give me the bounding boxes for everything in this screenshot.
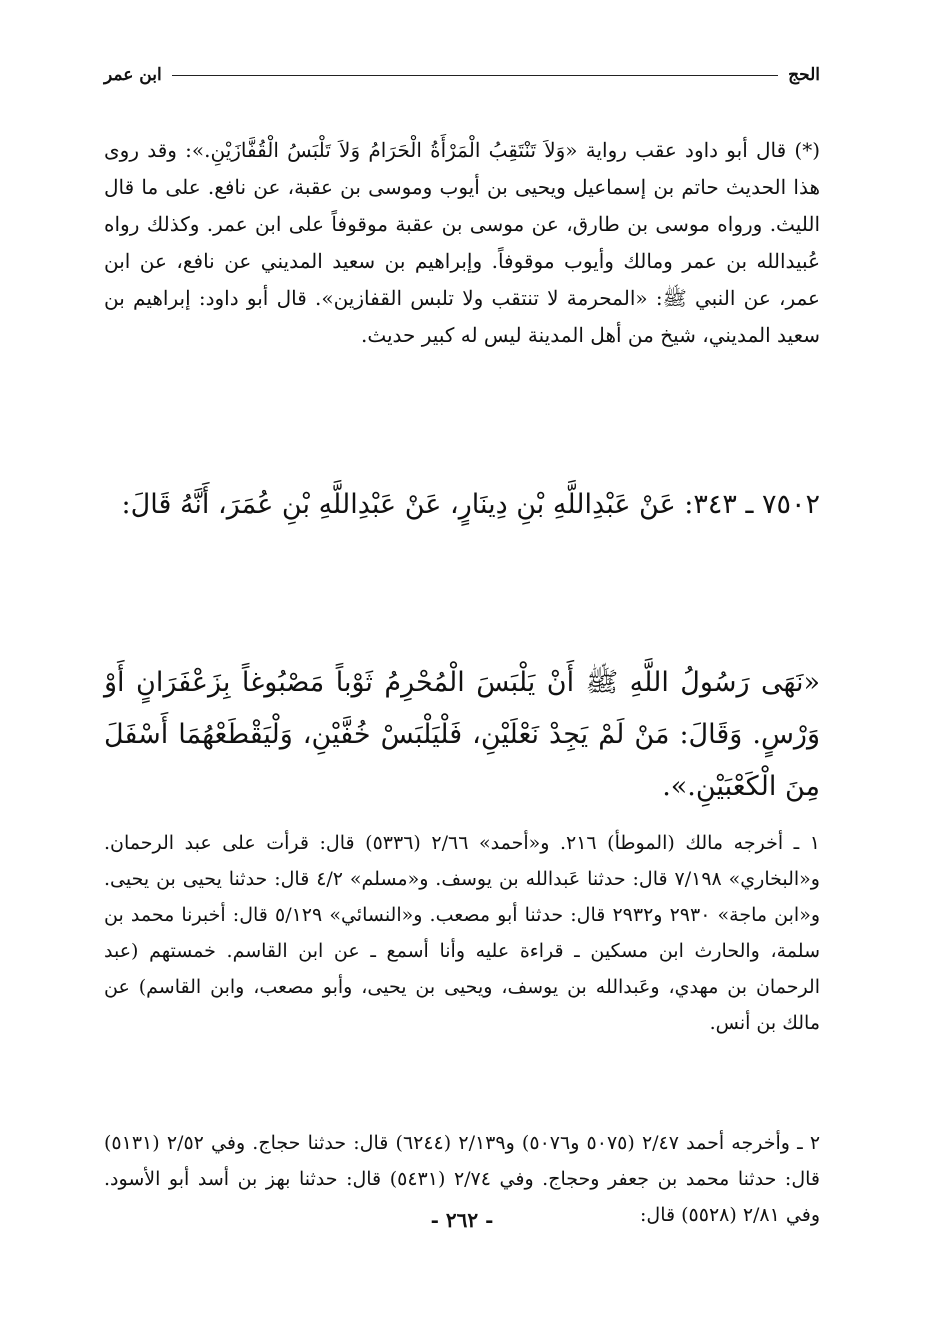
running-head — [104, 60, 820, 90]
hadith-heading: ٧٥٠٢ ـ ٣٤٣: عَنْ عَبْدِاللَّهِ بْنِ دِينَارٍ، عَنْ عَبْدِاللَّهِ بْنِ عُمَرَ، أَنَّهُ قَالَ: — [121, 489, 820, 520]
takhrij-paragraph-2: ٢ ـ وأخرجه أحمد ٢/٤٧ (٥٠٧٥ و٥٠٧٦) و٢/١٣٩ (٦٢٤٤) قال: حدثنا حجاج. وفي ٢/٥٢ (٥١٣١) قال: حدثنا محمد بن جعفر وحجاج. وفي ٢/٧٤ (٥٤٣١) قال: حدثنا بهز بن أسد أبو الأسود. وفي ٢/٨١ (٥٥٢٨) قال: — [104, 1132, 821, 1226]
narrator-name: ابن عمر — [104, 65, 162, 85]
book-page — [104, 60, 820, 1320]
header-rule — [172, 75, 778, 76]
page-number: - ٢٦٢ - — [430, 1208, 494, 1232]
footnote-star-paragraph: (*) قال أبو داود عقب رواية «وَلاَ تَنْتَقِبُ الْمَرْأَةُ الْحَرَامُ وَلاَ تَلْبَسُ الْقُفَّازَيْنِ.»: وقد روى هذا الحديث حاتم بن إسماعيل ويحيى بن أيوب وموسى بن عقبة، عن نافع. على ما قال الليث. ورواه موسى بن طارق، عن موسى بن عقبة موقوفاً على ابن عمر. وكذلك رواه عُبيدالله بن عمر ومالك وأيوب موقوفاً. وإبراهيم بن سعيد المديني عن نافع، عن ابن عمر، عن النبي ﷺ: «المحرمة لا تنتقب ولا تلبس القفازين». قال أبو داود: إبراهيم بن سعيد المديني، شيخ من أهل المدينة ليس له كبير حديث. — [104, 138, 820, 347]
chapter-title: الحج — [788, 65, 820, 85]
takhrij-paragraph-1: ١ ـ أخرجه مالك (الموطأ) ٢١٦. و«أحمد» ٢/٦٦ (٥٣٣٦) قال: قرأت على عبد الرحمان. و«البخاري» ٧/١٩٨ قال: حدثنا عَبدالله بن يوسف. و«مسلم» ٤/٢ قال: حدثنا يحيى بن يحيى. و«ابن ماجة» ٢٩٣٠ و٢٩٣٢ قال: حدثنا أبو مصعب. و«النسائي» ٥/١٢٩ قال: أخبرنا محمد بن سلمة، والحارث ابن مسكين ـ قراءة عليه وأنا أسمع ـ عن ابن القاسم. خمستهم (عبد الرحمان بن مهدي، وعَبدالله بن يوسف، ويحيى بن يحيى، وأبو مصعب، وابن القاسم) عن مالك بن أنس. — [104, 832, 821, 1034]
hadith-text: «نَهَى رَسُولُ اللَّهِ ﷺ أَنْ يَلْبَسَ الْمُحْرِمُ ثَوْباً مَصْبُوغاً بِزَعْفَرَانٍ أَوْ وَرْسٍ. وَقَالَ: مَنْ لَمْ يَجِدْ نَعْلَيْنِ، فَلْيَلْبَسْ خُفَّيْنِ، وَلْيَقْطَعْهُمَا أَسْفَلَ مِنَ الْكَعْبَيْنِ.». — [104, 667, 820, 802]
